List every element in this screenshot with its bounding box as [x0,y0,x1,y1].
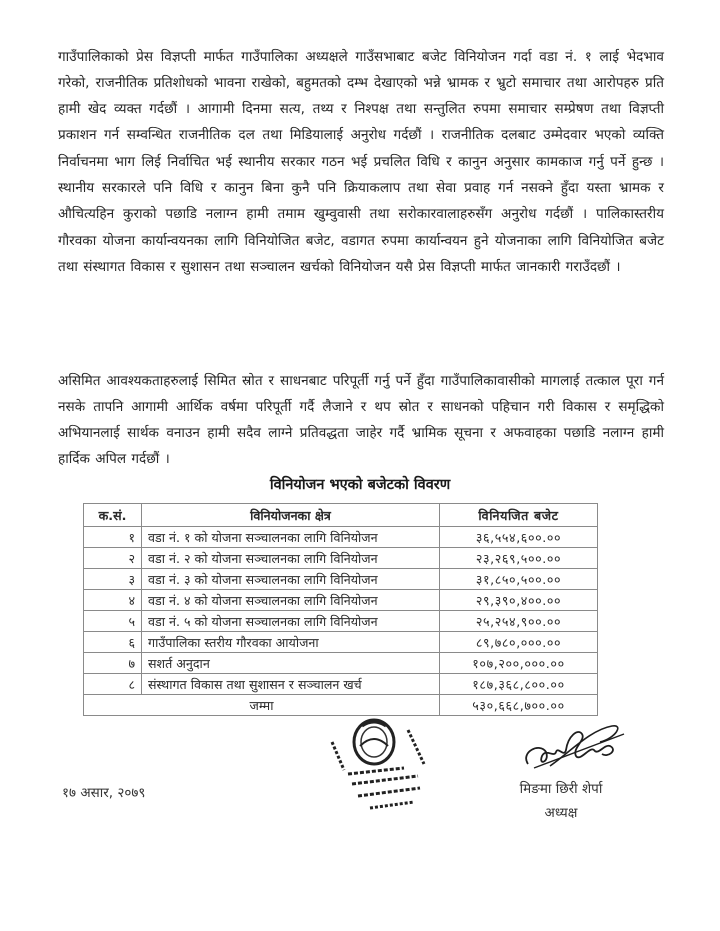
paragraph-2: असिमित आवश्यकताहरुलाई सिमित स्रोत र साधनबाट परिपूर्ती गर्नु पर्ने हुँदा गाउँपालिकावासीको मागलाई तत्काल पूरा गर्न नसके तापनि आगामी आर्थिक वर्षमा परिपूर्ती गर्दै लैजाने र थप स्रोत र साधनको पहिचान गरी विकास र समृद्धिको अभियानलाई सार्थक वनाउन हामी सदैव लाग्ने प्रतिवद्धता जाहेर गर्दै भ्रामिक सूचना र अफवाहका पछाडि नलाग्न हामी हार्दिक अपिल गर्दछौं । [58,372,664,468]
row-serial: ६ [84,632,142,653]
table-row [84,674,598,695]
row-serial: ८ [84,674,142,695]
row-amount: १०७,२००,०००.०० [440,653,598,674]
row-serial: १ [84,527,142,548]
row-amount: २९,३९०,४००.०० [440,590,598,611]
table-row [84,548,598,569]
signer-name: मिङमा छिरी शेर्पा [519,781,603,797]
row-amount: २३,२६९,५००.०० [440,548,598,569]
row-serial: ३ [84,569,142,590]
row-serial: ४ [84,590,142,611]
row-serial: ५ [84,611,142,632]
office-seal-stamp [322,712,442,817]
total-amount: ५३०,६६८,७००.०० [440,695,598,716]
table-row [84,632,598,653]
table-title: विनियोजन भएको बजेटको विवरण [269,477,451,493]
table-header-row [84,504,598,527]
signature-mark [520,722,630,772]
budget-table [83,503,598,716]
row-serial: २ [84,548,142,569]
row-amount: २५,२५४,९००.०० [440,611,598,632]
row-sector: वडा नं. ३ को योजना सञ्चालनका लागि विनियोजन [142,569,440,590]
table-row [84,611,598,632]
document-date: १७ असार, २०७९ [62,785,146,801]
row-amount: ३१,८५०,५००.०० [440,569,598,590]
row-sector: वडा नं. २ को योजना सञ्चालनका लागि विनियोजन [142,548,440,569]
row-serial: ७ [84,653,142,674]
table-row [84,569,598,590]
signer-title: अध्यक्ष [544,805,578,821]
row-amount: ३६,५५४,६००.०० [440,527,598,548]
header-amount: विनियजित बजेट [440,504,598,527]
table-row [84,590,598,611]
row-sector: संस्थागत विकास तथा सुशासन र सञ्चालन खर्च [142,674,440,695]
seal-ring-text [332,730,424,808]
total-label: जम्मा [84,695,440,716]
row-sector: वडा नं. १ को योजना सञ्चालनका लागि विनियोजन [142,527,440,548]
header-sector: विनियोजनका क्षेत्र [142,504,440,527]
seal-emblem-icon [354,720,394,764]
table-row [84,653,598,674]
header-serial: क.सं. [84,504,142,527]
paragraph-1: गाउँपालिकाको प्रेस विज्ञप्ती मार्फत गाउँपालिका अध्यक्षले गाउँसभाबाट बजेट विनियोजन गर्दा वडा नं. १ लाई भेदभाव गरेको, राजनीतिक प्रतिशोधको भावना राखेको, बहुमतको दम्भ देखाएको भन्ने भ्रामक र भ्रुटो समाचार तथा आरोपहरु प्रति हामी खेद व्यक्त गर्दछौं । आगामी दिनमा सत्य, तथ्य र निश्पक्ष तथा सन्तुलित रुपमा समाचार सम्प्रेषण तथा विज्ञप्ती प्रकाशन गर्न सम्वन्धित राजनीतिक दल तथा मिडियालाई अनुरोध गर्दछौं । राजनीतिक दलबाट उम्मेदवार भएको व्यक्ति निर्वाचनमा भाग लिई निर्वाचित भई स्थानीय सरकार गठन भई प्रचलित विधि र कानुन अनुसार कामकाज गर्नु पर्ने हुन्छ । स्थानीय सरकारले पनि विधि र कानुन बिना कुनै पनि क्रियाकलाप तथा सेवा प्रवाह गर्न नसक्ने हुँदा यस्ता भ्रामक र औचित्यहिन कुराको पछाडि नलाग्न हामी तमाम खुम्वुवासी तथा सरोकारवालाहरुसँग अनुरोध गर्दछौं । पालिकास्तरीय गौरवका योजना कार्यान्वयनका लागि विनियोजित बजेट, वडागत रुपमा कार्यान्वयन हुने योजनाका लागि विनियोजित बजेट तथा संस्थागत विकास र सुशासन तथा सञ्चालन खर्चको विनियोजन यसै प्रेस विज्ञप्ती मार्फत जानकारी गराउँदछौं । [58,48,664,275]
row-amount: ८९,७८०,०००.०० [440,632,598,653]
table-row [84,527,598,548]
row-amount: १८७,३६८,८००.०० [440,674,598,695]
row-sector: वडा नं. ४ को योजना सञ्चालनका लागि विनियोजन [142,590,440,611]
row-sector: वडा नं. ५ को योजना सञ्चालनका लागि विनियोजन [142,611,440,632]
signer-block [506,777,616,825]
row-sector: सशर्त अनुदान [142,653,440,674]
row-sector: गाउँपालिका स्तरीय गौरवका आयोजना [142,632,440,653]
